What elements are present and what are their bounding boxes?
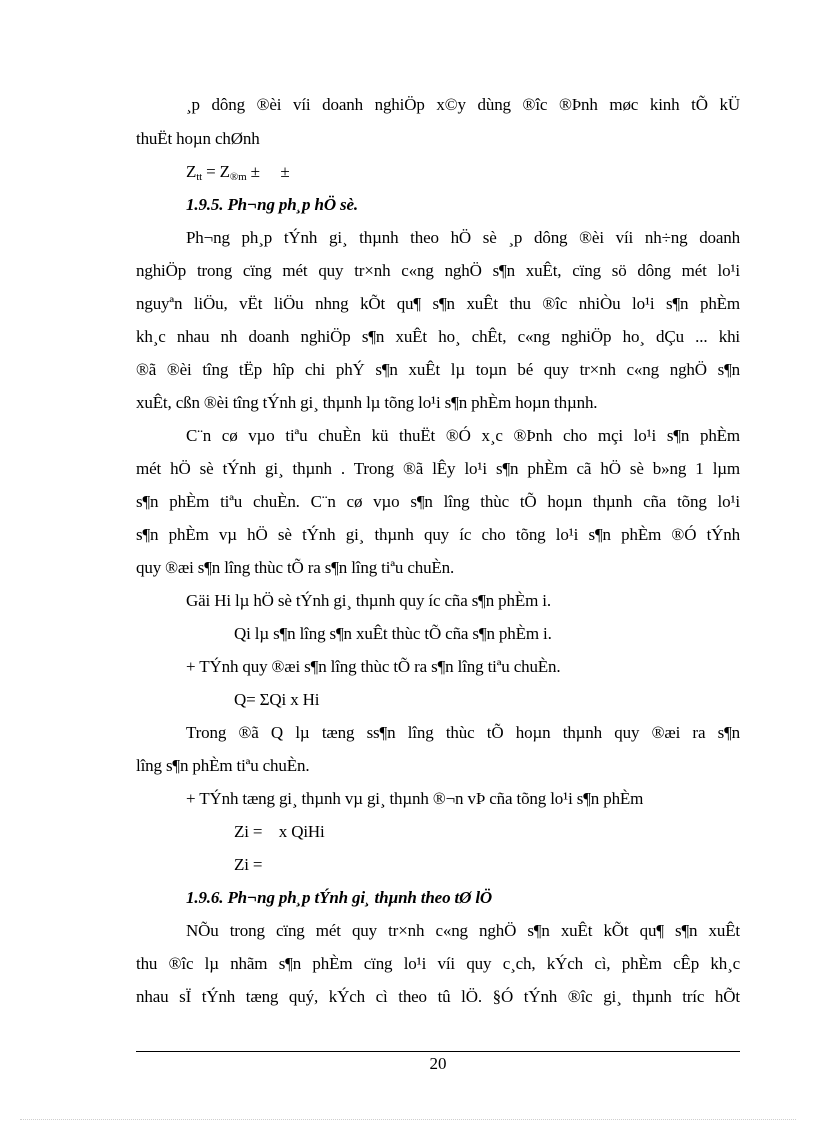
text-line: + TÝnh tæng gi¸ thµnh vµ gi¸ thµnh ®¬n vÞ cña tõng lo¹i s¶n phÈm: [186, 789, 644, 808]
footer-divider: [136, 1051, 740, 1052]
formula-line: Q= ΣQi x Hi: [234, 690, 320, 709]
text-line: Gäi Hi lµ hÖ sè tÝnh gi¸ thµnh quy íc cña s¶n phÈm i.: [186, 591, 551, 610]
page-number: 20: [429, 1054, 447, 1073]
text-line: ¸p dông ®èi víi doanh nghiÖp x©y dùng ®îc ®Þnh møc kinh tÕ kÜ: [186, 95, 740, 114]
text-line: s¶n phÈm vµ hÖ sè tÝnh gi¸ thµnh quy íc cho tõng lo¹i s¶n phÈm ®Ó tÝnh: [136, 525, 740, 544]
formula-part: Z: [186, 162, 197, 181]
text-line: Qi lµ s¶n lîng s¶n xuÊt thùc tÕ cña s¶n phÈm i.: [234, 624, 552, 643]
text-line: mét hÖ sè tÝnh gi¸ thµnh . Trong ®ã lÊy lo¹i s¶n phÈm cã hÖ sè b»ng 1 lµm: [136, 459, 740, 478]
text-line: Ph¬ng ph¸p tÝnh gi¸ thµnh theo hÖ sè ¸p dông ®èi víi nh÷ng doanh: [186, 228, 740, 247]
text-line: quy ®æi s¶n lîng thùc tÕ ra s¶n lîng tiªu chuÈn.: [136, 558, 455, 577]
formula-line: Zi = x QiHi: [234, 822, 325, 841]
formula-subscript: tt: [196, 171, 203, 183]
page-edge-divider: [20, 1119, 796, 1120]
formula-line: [186, 161, 740, 183]
text-line: thuËt hoµn chØnh: [136, 129, 260, 148]
text-line: ®ã ®èi tîng tËp hîp chi phÝ s¶n xuÊt lµ toµn bé quy tr×nh c«ng nghÖ s¶n: [136, 360, 740, 379]
text-line: nguyªn liÖu, vËt liÖu nhng kÕt qu¶ s¶n xuÊt thu ®îc nhiÒu lo¹i s¶n phÈm: [136, 294, 740, 313]
text-line: C¨n cø vµo tiªu chuÈn kü thuËt ®Ó x¸c ®Þnh cho mçi lo¹i s¶n phÈm: [186, 426, 740, 445]
section-heading: 1.9.5. Ph¬ng ph¸p hÖ sè.: [186, 195, 359, 214]
text-line: nghiÖp trong cïng mét quy tr×nh c«ng nghÖ s¶n xuÊt, cïng sö dông mét lo¹i: [136, 261, 740, 280]
text-line: kh¸c nhau nh doanh nghiÖp s¶n xuÊt ho¸ chÊt, c«ng nghiÖp ho¸ dÇu ... khi: [136, 327, 740, 346]
section-heading: 1.9.6. Ph¬ng ph¸p tÝnh gi¸ thµnh theo tØ lÖ: [186, 888, 493, 907]
text-line: NÕu trong cïng mét quy tr×nh c«ng nghÖ s¶n xuÊt kÕt qu¶ s¶n xuÊt: [186, 921, 740, 940]
text-line: xuÊt, cßn ®èi tîng tÝnh gi¸ thµnh lµ tõng lo¹i s¶n phÈm hoµn thµnh.: [136, 393, 598, 412]
formula-part: ± ±: [246, 162, 290, 181]
formula-subscript: ®m: [229, 171, 247, 183]
text-line: nhau sÏ tÝnh tæng quý, kÝch cì theo tû lÖ. §Ó tÝnh ®îc gi¸ thµnh tríc hÕt: [136, 987, 740, 1006]
text-line: Trong ®ã Q lµ tæng ss¶n lîng thùc tÕ hoµn thµnh quy ®æi ra s¶n: [186, 723, 740, 742]
formula-part: = Z: [202, 162, 230, 181]
text-line: thu ®îc lµ nhãm s¶n phÈm cïng lo¹i víi quy c¸ch, kÝch cì, phÈm cÊp kh¸c: [136, 954, 740, 973]
formula-line: Zi =: [234, 855, 263, 874]
text-line: + TÝnh quy ®æi s¶n lîng thùc tÕ ra s¶n lîng tiªu chuÈn.: [186, 657, 561, 676]
text-line: lîng s¶n phÈm tiªu chuÈn.: [136, 756, 310, 775]
text-line: s¶n phÈm tiªu chuÈn. C¨n cø vµo s¶n lîng thùc tÕ hoµn thµnh cña tõng lo¹i: [136, 492, 740, 511]
